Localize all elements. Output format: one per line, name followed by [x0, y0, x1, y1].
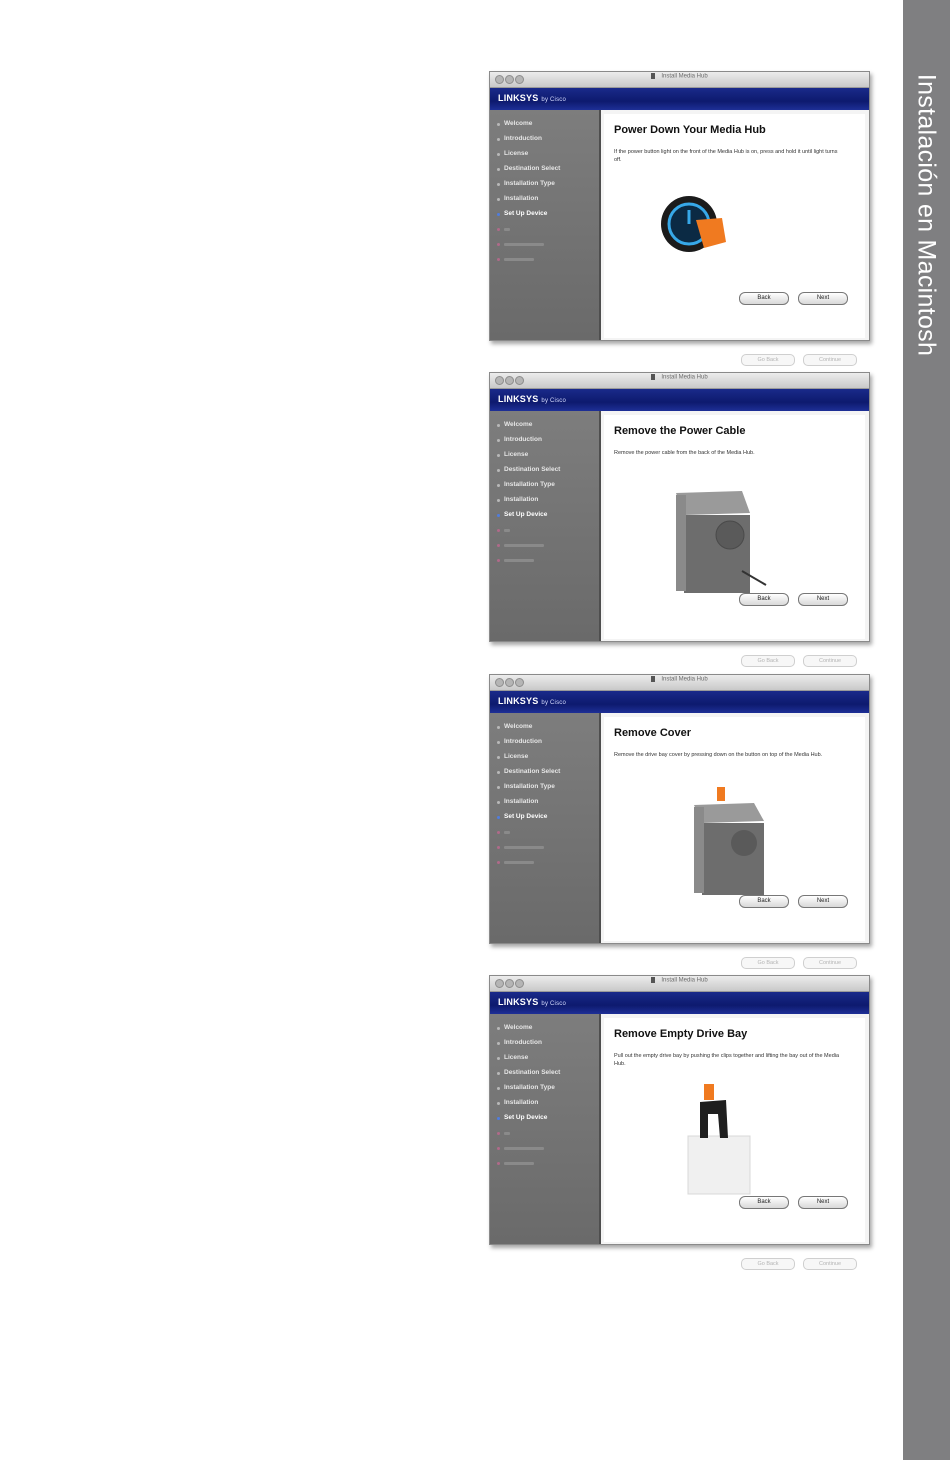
back-button[interactable]: Back: [739, 1196, 789, 1209]
hub-side: [702, 823, 764, 895]
installer-steps-sidebar: [490, 713, 601, 943]
installer-window-screenshot-3: [489, 674, 870, 966]
window-titlebar: [490, 373, 869, 389]
step-installation: Installation: [504, 195, 539, 202]
step-welcome: Welcome: [504, 723, 533, 730]
step-installation-type: Installation Type: [504, 481, 555, 488]
back-button[interactable]: Back: [739, 292, 789, 305]
step-introduction: Introduction: [504, 1039, 542, 1046]
faint-step: [504, 559, 534, 562]
installer-content: [601, 110, 869, 363]
faint-step: [504, 1147, 544, 1150]
step-license: License: [504, 753, 529, 760]
step-panel: [604, 717, 865, 941]
installer-window-screenshot-4: [489, 975, 870, 1267]
faint-step: [504, 544, 544, 547]
step-installation-type: Installation Type: [504, 180, 555, 187]
back-button[interactable]: Back: [739, 895, 789, 908]
step-description: If the power button light on the front of the Media Hub is on, press and hold it until light turns off.: [614, 149, 838, 163]
faint-step: [504, 1132, 510, 1135]
installer-steps-sidebar: [490, 411, 601, 641]
lift-arrow: [704, 1084, 714, 1100]
drive-bay-tray: [700, 1100, 728, 1138]
faint-step: [504, 258, 534, 261]
step-heading: Power Down Your Media Hub: [614, 124, 766, 136]
brand-banner: [490, 88, 869, 110]
faint-step: [504, 1162, 534, 1165]
installer-content: [601, 411, 869, 664]
window-title: Install Media Hub: [490, 977, 869, 984]
installer-steps-sidebar: [490, 1014, 601, 1244]
step-license: License: [504, 1054, 529, 1061]
step-introduction: Introduction: [504, 436, 542, 443]
step-destination-select: Destination Select: [504, 1069, 561, 1076]
step-set-up-device: Set Up Device: [504, 511, 548, 518]
faint-step: [504, 846, 544, 849]
step-set-up-device: Set Up Device: [504, 813, 548, 820]
lock-icon: [651, 676, 655, 682]
step-installation-type: Installation Type: [504, 783, 555, 790]
step-introduction: Introduction: [504, 738, 542, 745]
media-hub-cover-icon: [604, 717, 854, 917]
lock-icon: [651, 73, 655, 79]
step-set-up-device: Set Up Device: [504, 1114, 548, 1121]
brand-banner: [490, 389, 869, 411]
hub-front: [694, 807, 704, 893]
go-back-button[interactable]: Go Back: [741, 957, 795, 969]
hub-top: [676, 491, 750, 515]
continue-button[interactable]: Continue: [803, 655, 857, 667]
continue-button[interactable]: Continue: [803, 354, 857, 366]
hub-fan: [716, 521, 744, 549]
side-tab-label: Instalación en Macintosh: [912, 73, 941, 357]
step-heading: Remove Cover: [614, 727, 692, 739]
faint-step: [504, 243, 544, 246]
step-heading: Remove Empty Drive Bay: [614, 1028, 748, 1040]
installer-window-screenshot-1: [489, 71, 870, 363]
back-button[interactable]: Back: [739, 593, 789, 606]
linksys-logo: LINKSYS by Cisco: [498, 997, 567, 1007]
media-hub-back-icon: [604, 415, 854, 615]
continue-button[interactable]: Continue: [803, 1258, 857, 1270]
brand-banner: [490, 992, 869, 1014]
window-titlebar: [490, 72, 869, 88]
step-destination-select: Destination Select: [504, 466, 561, 473]
step-description: Remove the power cable from the back of the Media Hub.: [614, 450, 755, 456]
faint-step: [504, 228, 510, 231]
step-welcome: Welcome: [504, 120, 533, 127]
next-button[interactable]: Next: [798, 292, 848, 305]
hub-front: [676, 495, 686, 591]
step-panel: [604, 114, 865, 338]
step-destination-select: Destination Select: [504, 768, 561, 775]
next-button[interactable]: Next: [798, 593, 848, 606]
brand-banner: [490, 691, 869, 713]
step-welcome: Welcome: [504, 421, 533, 428]
linksys-logo: LINKSYS by Cisco: [498, 394, 567, 404]
hub-top: [694, 803, 764, 823]
window-title: Install Media Hub: [490, 676, 869, 683]
step-installation-type: Installation Type: [504, 1084, 555, 1091]
step-panel: [604, 415, 865, 639]
window-title: Install Media Hub: [490, 374, 869, 381]
press-arrow: [717, 787, 725, 801]
installer-steps-sidebar: [490, 110, 601, 340]
linksys-logo: LINKSYS by Cisco: [498, 696, 567, 706]
hub-fan: [731, 830, 757, 856]
drive-bay-icon: [604, 1018, 854, 1218]
step-heading: Remove the Power Cable: [614, 425, 746, 437]
installer-content: [601, 1014, 869, 1267]
go-back-button[interactable]: Go Back: [741, 354, 795, 366]
faint-step: [504, 861, 534, 864]
next-button[interactable]: Next: [798, 895, 848, 908]
step-installation: Installation: [504, 496, 539, 503]
faint-step: [504, 529, 510, 532]
step-description: Pull out the empty drive bay by pushing the clips together and lifting the bay out of the Media Hub.: [614, 1053, 840, 1067]
installer-content: [601, 713, 869, 966]
step-license: License: [504, 451, 529, 458]
linksys-logo: LINKSYS by Cisco: [498, 93, 567, 103]
faint-step: [504, 831, 510, 834]
window-title: Install Media Hub: [490, 73, 869, 80]
step-panel: [604, 1018, 865, 1242]
step-license: License: [504, 150, 529, 157]
step-set-up-device: Set Up Device: [504, 210, 548, 217]
step-installation: Installation: [504, 1099, 539, 1106]
installer-window-screenshot-2: [489, 372, 870, 664]
lock-icon: [651, 374, 655, 380]
step-destination-select: Destination Select: [504, 165, 561, 172]
go-back-button[interactable]: Go Back: [741, 1258, 795, 1270]
window-titlebar: [490, 675, 869, 691]
window-titlebar: [490, 976, 869, 992]
continue-button[interactable]: Continue: [803, 957, 857, 969]
step-introduction: Introduction: [504, 135, 542, 142]
step-description: Remove the drive bay cover by pressing down on the button on top of the Media Hub.: [614, 752, 823, 758]
go-back-button[interactable]: Go Back: [741, 655, 795, 667]
hub-open-bay: [688, 1136, 750, 1194]
power-button-icon: [604, 114, 854, 314]
next-button[interactable]: Next: [798, 1196, 848, 1209]
lock-icon: [651, 977, 655, 983]
step-welcome: Welcome: [504, 1024, 533, 1031]
step-installation: Installation: [504, 798, 539, 805]
